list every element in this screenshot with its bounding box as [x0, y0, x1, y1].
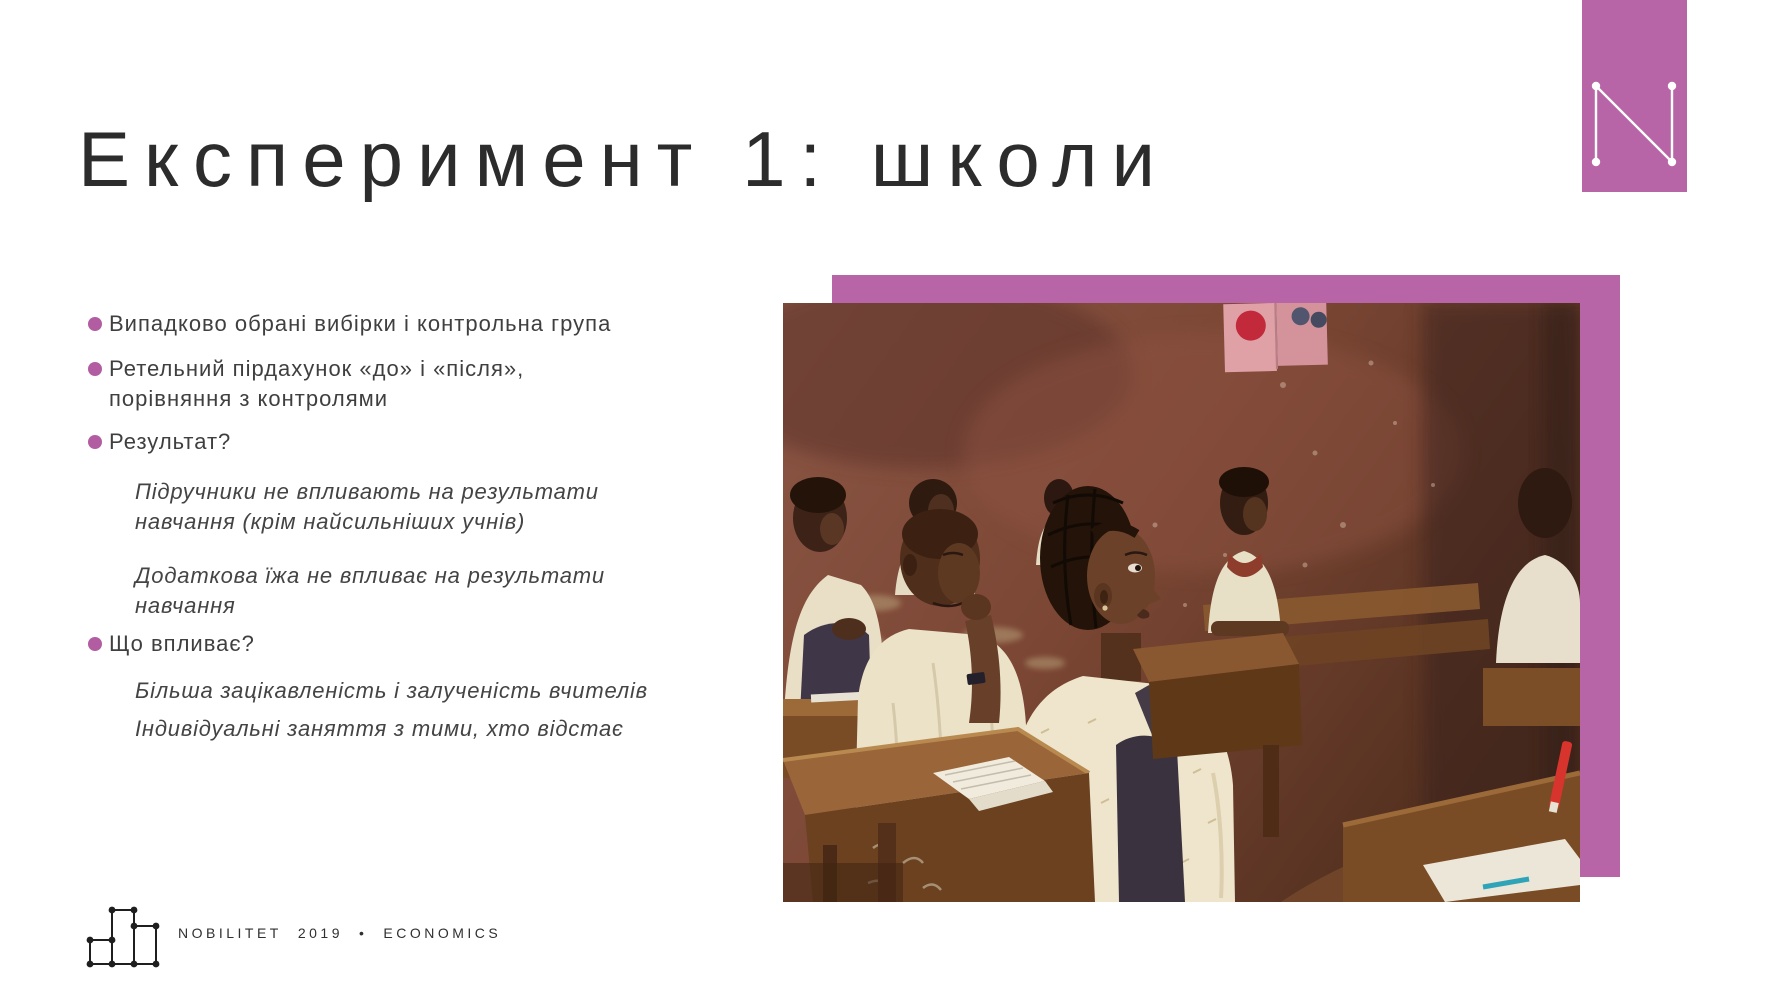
sub-bullet-text: Більша зацікавленість і залученість вчителів — [135, 678, 648, 703]
sub-list-item — [88, 676, 748, 706]
sub-bullet-text: навчання — [135, 593, 236, 618]
footer-year: 2019 — [297, 925, 344, 941]
page-title: Експеримент 1: школи — [78, 115, 1170, 203]
list-item — [88, 629, 748, 659]
sub-list-item — [88, 561, 748, 621]
bullet-text: Ретельний пірдахунок «до» і «після», — [109, 356, 525, 381]
bullet-text: Результат? — [109, 429, 232, 454]
list-item — [88, 354, 748, 414]
footer-separator: • — [359, 925, 368, 941]
bullet-dot-icon — [88, 637, 102, 651]
sub-bullet-text: Підручники не впливають на результати — [135, 479, 599, 504]
list-item — [88, 309, 748, 339]
sub-list-item — [88, 714, 748, 744]
n-monogram-icon — [1582, 0, 1687, 192]
footer-logo-icon — [86, 903, 164, 976]
bullet-dot-icon — [88, 317, 102, 331]
footer-caption — [178, 925, 501, 941]
classroom-photo — [783, 303, 1580, 902]
bullet-dot-icon — [88, 362, 102, 376]
bullet-text: Випадково обрані вибірки і контрольна група — [109, 311, 612, 336]
bullet-dot-icon — [88, 435, 102, 449]
footer-brand: NOBILITET — [178, 925, 282, 941]
bullet-list — [88, 309, 748, 744]
sub-bullet-text: навчання (крім найсильніших учнів) — [135, 509, 526, 534]
footer-track: ECONOMICS — [383, 925, 502, 941]
bullet-text: Що впливає? — [109, 631, 255, 656]
wall-poster — [1223, 303, 1328, 372]
bullet-text: порівняння з контролями — [109, 386, 389, 411]
sub-bullet-text: Індивідуальні заняття з тими, хто відстає — [135, 716, 624, 741]
brand-square — [1582, 0, 1687, 192]
sub-bullet-text: Додаткова їжа не впливає на результати — [135, 563, 605, 588]
sub-list-item — [88, 477, 748, 537]
list-item — [88, 427, 748, 457]
